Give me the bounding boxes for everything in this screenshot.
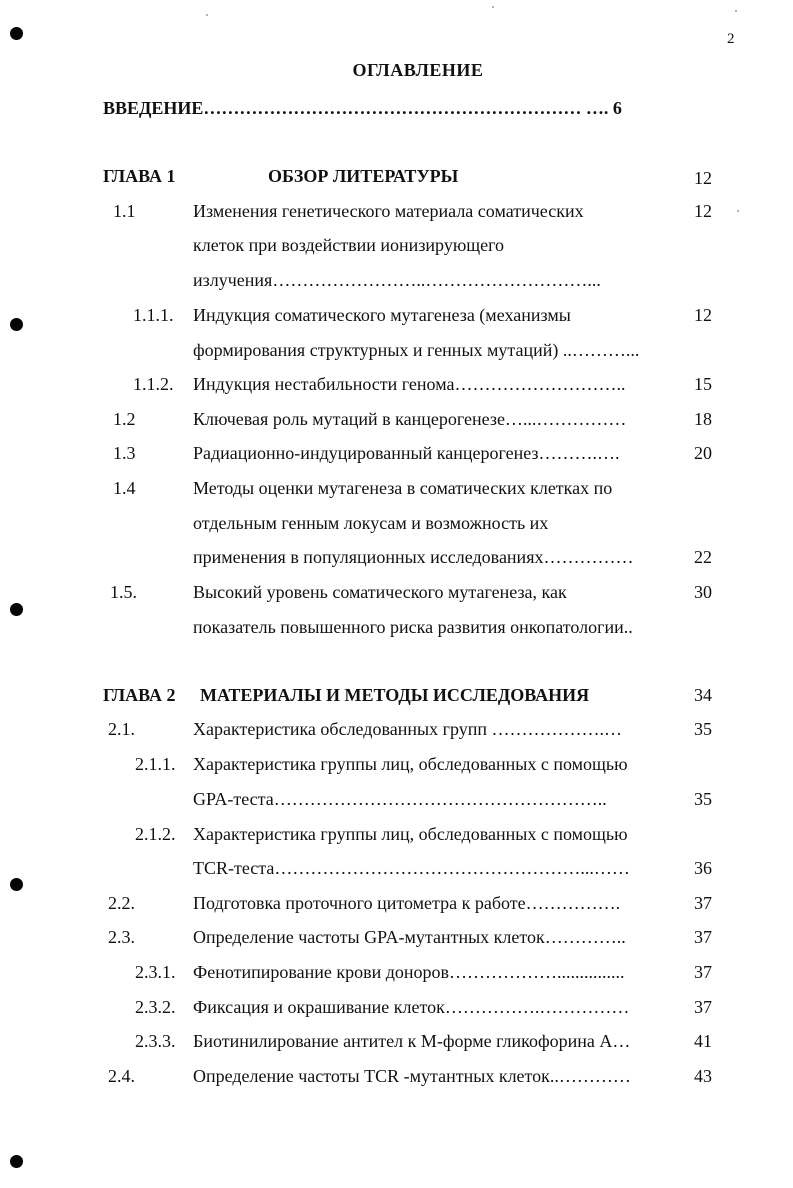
toc-entry-line: Индукция соматического мутагенеза (механизмы bbox=[193, 305, 571, 325]
toc-entry-page: 36 bbox=[694, 858, 712, 878]
toc-entry-page: 12 bbox=[694, 305, 712, 325]
scan-speck bbox=[492, 6, 494, 8]
toc-entry-line: Методы оценки мутагенеза в соматических клетках по bbox=[193, 478, 613, 498]
binder-hole bbox=[10, 603, 23, 616]
toc-entry-line: формирования структурных и генных мутаций) ..………... bbox=[193, 340, 640, 360]
toc-entry-page: 41 bbox=[694, 1031, 712, 1051]
toc-entry-number: 2.3.3. bbox=[135, 1031, 176, 1051]
toc-entry-line: Радиационно-индуцированный канцерогенез……….…. bbox=[193, 443, 620, 463]
toc-entry-page: 35 bbox=[694, 719, 712, 739]
chapter-1-label: ГЛАВА 1 bbox=[103, 166, 176, 186]
toc-entry-line: GPA-теста……………………………………………….. bbox=[193, 789, 607, 809]
toc-entry-number: 1.1 bbox=[113, 201, 136, 221]
toc-entry-number: 2.2. bbox=[108, 893, 135, 913]
binder-hole bbox=[10, 318, 23, 331]
toc-entry-page: 15 bbox=[694, 374, 712, 394]
chapter-2-title: МАТЕРИАЛЫ И МЕТОДЫ ИССЛЕДОВАНИЯ bbox=[200, 685, 590, 705]
binder-hole bbox=[10, 878, 23, 891]
toc-entry-line: отдельным генным локусам и возможность их bbox=[193, 513, 549, 533]
toc-entry-page: 37 bbox=[694, 927, 712, 947]
toc-entry-line: Характеристика группы лиц, обследованных с помощью bbox=[193, 754, 628, 774]
binder-hole bbox=[10, 1155, 23, 1168]
toc-entry-page: 43 bbox=[694, 1066, 712, 1086]
toc-entry-number: 2.3. bbox=[108, 927, 135, 947]
scan-speck bbox=[737, 210, 739, 212]
page-number: 2 bbox=[727, 31, 735, 47]
toc-entry-line: Определение частоты GPA-мутантных клеток………….. bbox=[193, 927, 626, 947]
toc-entry-page: 18 bbox=[694, 409, 712, 429]
toc-entry-number: 2.1.1. bbox=[135, 754, 176, 774]
toc-entry-line: клеток при воздействии ионизирующего bbox=[193, 235, 505, 255]
toc-entry-number: 1.5. bbox=[110, 582, 137, 602]
chapter-1-title: ОБЗОР ЛИТЕРАТУРЫ bbox=[268, 166, 459, 186]
toc-entry-number: 1.3 bbox=[113, 443, 136, 463]
toc-entry-line: Фенотипирование крови доноров………………............... bbox=[193, 962, 625, 982]
toc-entry-page: 37 bbox=[694, 997, 712, 1017]
toc-entry-number: 2.4. bbox=[108, 1066, 135, 1086]
scan-speck bbox=[206, 14, 208, 16]
scan-speck bbox=[735, 10, 737, 12]
toc-entry-number: 1.1.2. bbox=[133, 374, 174, 394]
toc-entry-line: Характеристика обследованных групп ……………….… bbox=[193, 719, 622, 739]
chapter-2-page: 34 bbox=[694, 685, 712, 705]
toc-entry-page: 12 bbox=[694, 201, 712, 221]
toc-entry-page: 37 bbox=[694, 893, 712, 913]
toc-entry-page: 20 bbox=[694, 443, 712, 463]
toc-entry-line: Индукция нестабильности генома……………………….. bbox=[193, 374, 626, 394]
toc-entry-line: излучения……………………..………………………... bbox=[193, 270, 601, 290]
toc-entry-line: Высокий уровень соматического мутагенеза, как bbox=[193, 582, 567, 602]
toc-entry-number: 2.3.2. bbox=[135, 997, 176, 1017]
toc-entry-number: 2.3.1. bbox=[135, 962, 176, 982]
toc-entry-line: TCR-теста……………………………………………...…… bbox=[193, 858, 630, 878]
toc-entry-page: 37 bbox=[694, 962, 712, 982]
binder-hole bbox=[10, 27, 23, 40]
page-title: ОГЛАВЛЕНИЕ bbox=[352, 60, 484, 80]
toc-entry-number: 1.4 bbox=[113, 478, 136, 498]
toc-entry-line: Определение частоты TCR -мутантных клеток..………… bbox=[193, 1066, 631, 1086]
toc-entry-number: 1.2 bbox=[113, 409, 136, 429]
toc-intro: ВВЕДЕНИЕ……………………………………………………… …. 6 bbox=[103, 98, 622, 118]
toc-entry-number: 2.1. bbox=[108, 719, 135, 739]
toc-entry-line: Ключевая роль мутаций в канцерогенезе…...…………… bbox=[193, 409, 627, 429]
toc-entry-line: Характеристика группы лиц, обследованных с помощью bbox=[193, 824, 628, 844]
chapter-2-label: ГЛАВА 2 bbox=[103, 685, 176, 705]
toc-entry-page: 35 bbox=[694, 789, 712, 809]
toc-entry-line: показатель повышенного риска развития онкопатологии.. bbox=[193, 617, 633, 637]
toc-entry-line: Изменения генетического материала соматических bbox=[193, 201, 584, 221]
chapter-1-page: 12 bbox=[694, 168, 712, 188]
toc-entry-line: Подготовка проточного цитометра к работе……………. bbox=[193, 893, 621, 913]
toc-entry-line: применения в популяционных исследованиях…………… bbox=[193, 547, 634, 567]
toc-entry-number: 2.1.2. bbox=[135, 824, 176, 844]
toc-entry-page: 30 bbox=[694, 582, 712, 602]
toc-entry-number: 1.1.1. bbox=[133, 305, 174, 325]
toc-entry-line: Фиксация и окрашивание клеток…………….…………… bbox=[193, 997, 630, 1017]
toc-entry-line: Биотинилирование антител к М-форме гликофорина А… bbox=[193, 1031, 631, 1051]
toc-entry-page: 22 bbox=[694, 547, 712, 567]
